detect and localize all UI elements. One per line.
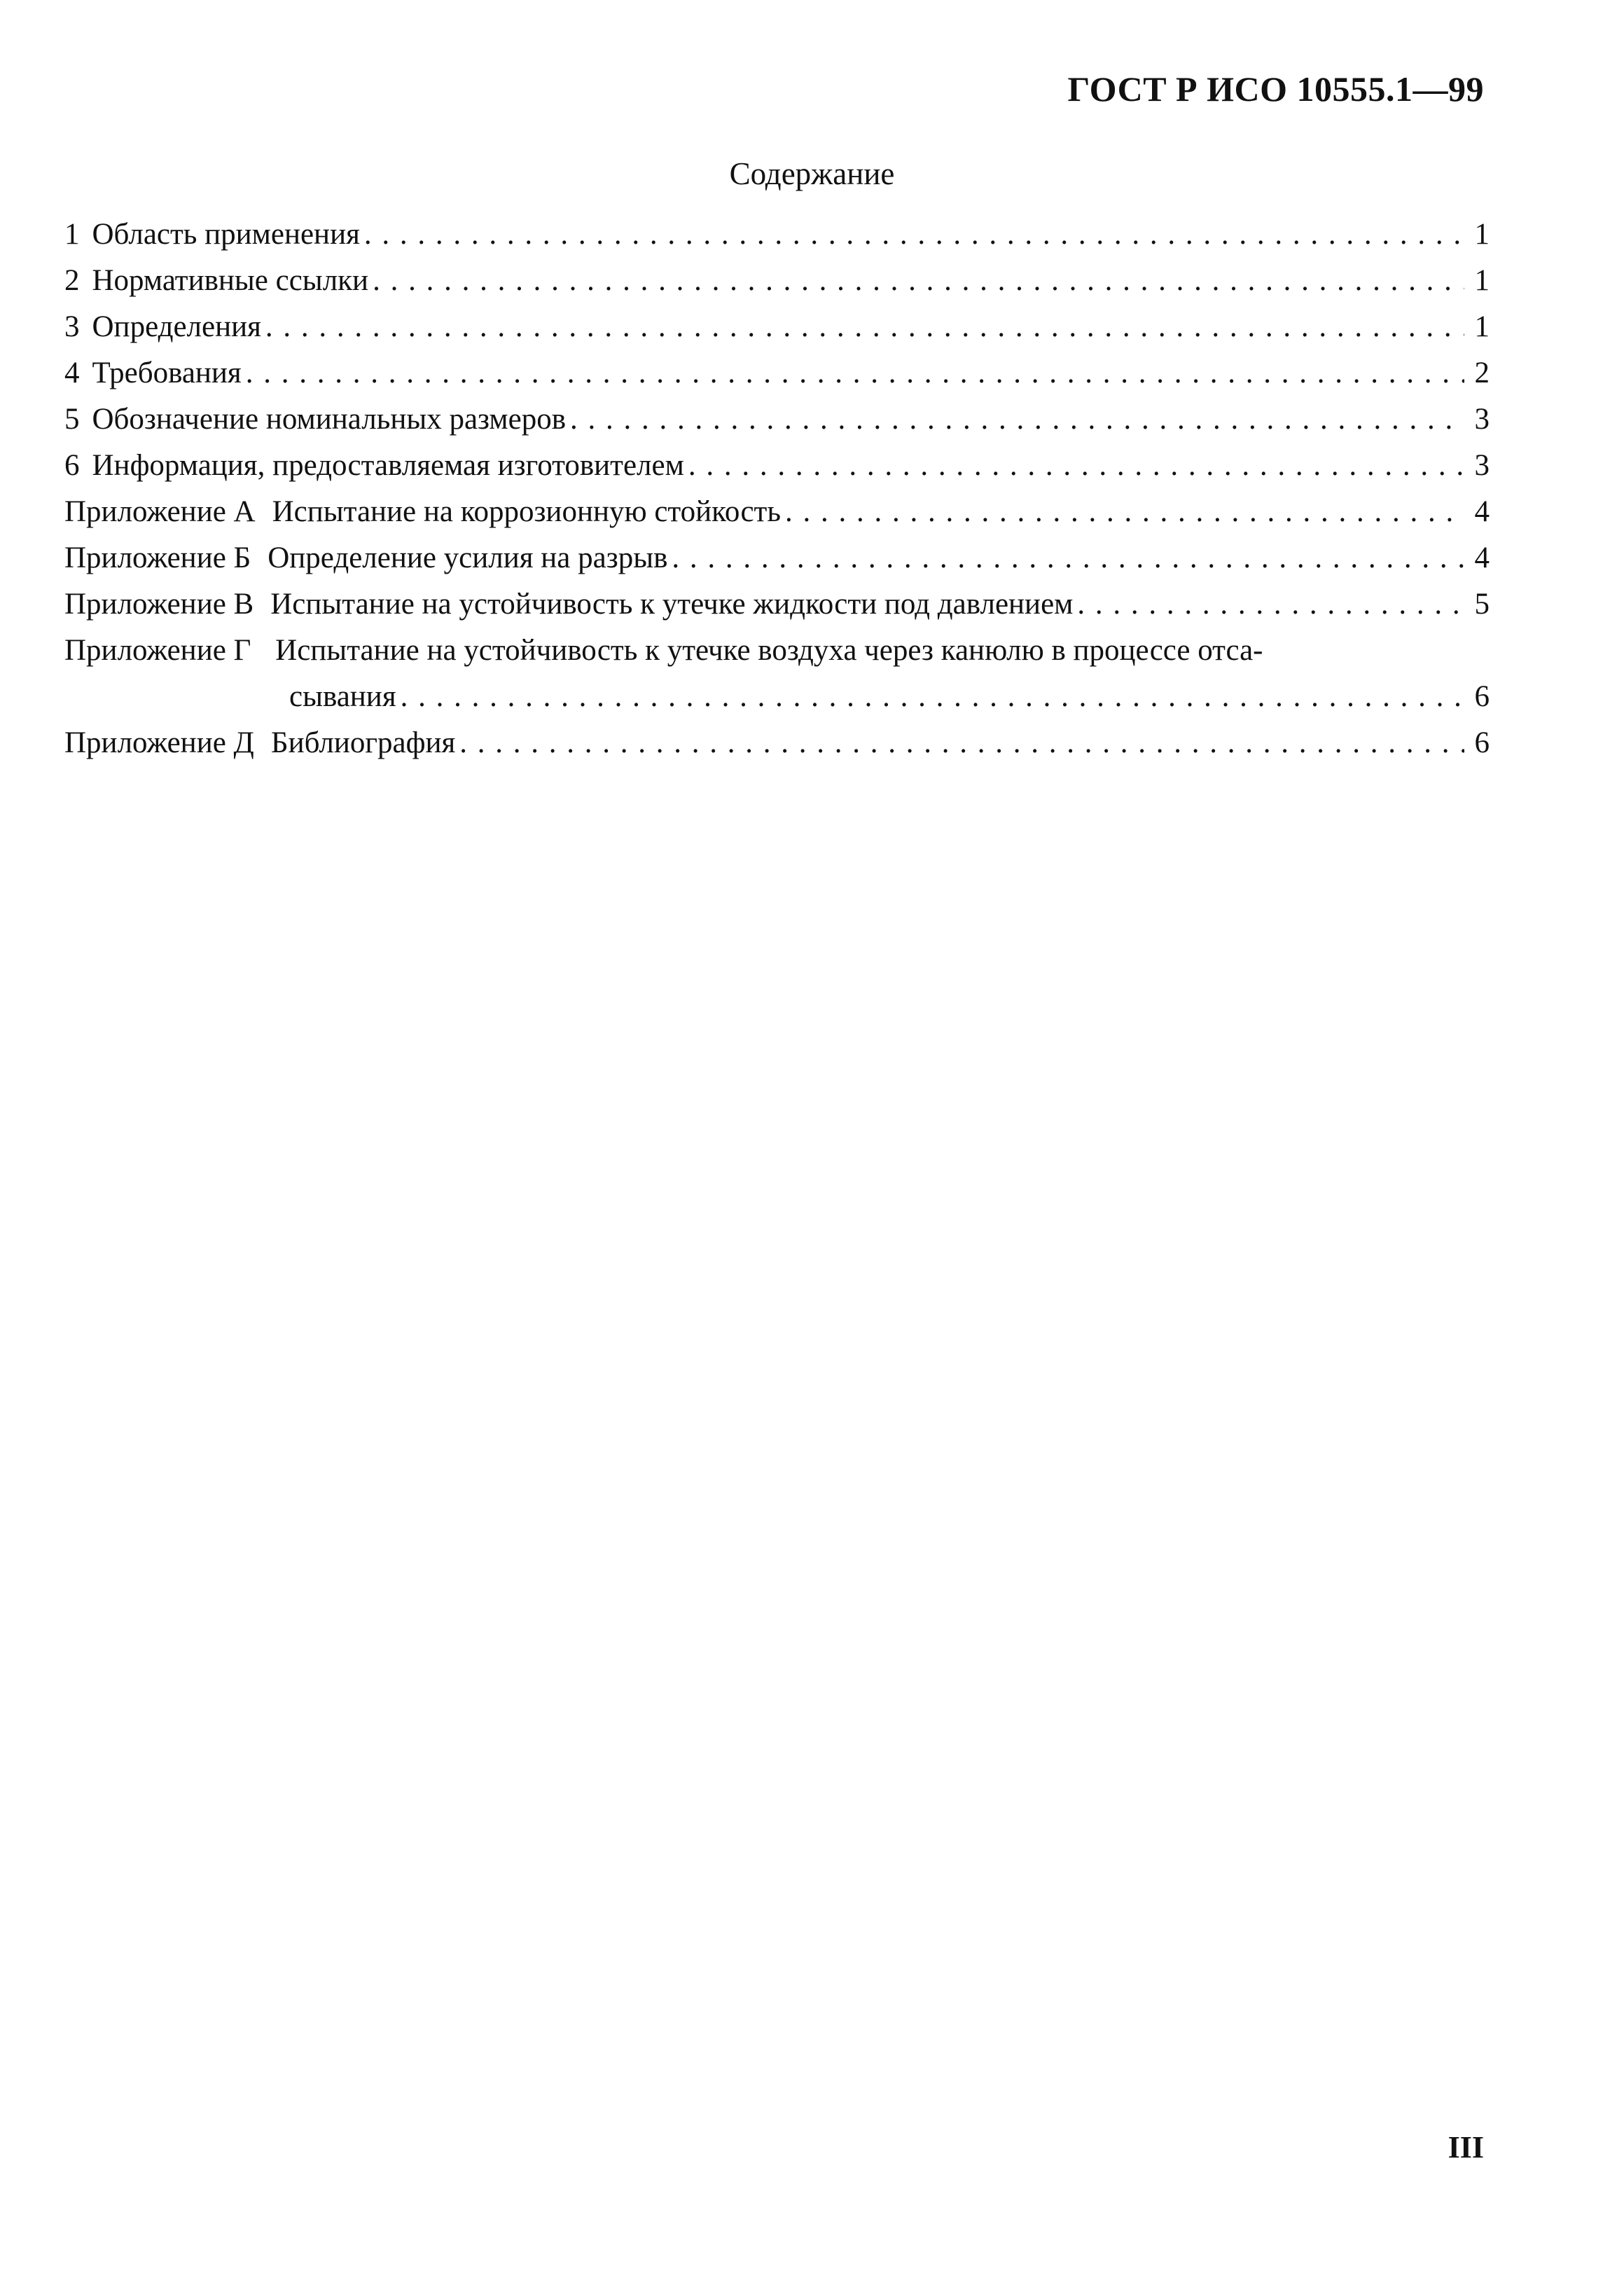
dot-leader <box>246 356 1464 390</box>
toc-entry-title: Нормативные ссылки <box>92 264 369 297</box>
toc-entry-title-line1: Испытание на устойчивость к утечке воздуха через канюлю в процессе отса- <box>275 634 1263 667</box>
dot-leader <box>459 726 1464 760</box>
toc-entry-4[interactable] <box>64 356 1490 402</box>
toc-appendix-g[interactable] <box>64 633 1490 726</box>
toc-entry-page: 6 <box>1474 680 1490 713</box>
dot-leader <box>364 217 1464 251</box>
toc-appendix-b[interactable] <box>64 541 1490 587</box>
toc-entry-title: Испытание на коррозионную стойкость <box>272 495 781 528</box>
toc-entry-title: Обозначение номинальных размеров <box>92 403 567 436</box>
dot-leader <box>401 679 1464 714</box>
toc-entry-page: 1 <box>1474 310 1490 343</box>
toc-entry-number: 6 <box>64 449 80 482</box>
toc-entry-5[interactable] <box>64 402 1490 448</box>
toc-entry-page: 4 <box>1474 541 1490 574</box>
dot-leader <box>570 402 1464 436</box>
toc-appendix-d[interactable] <box>64 726 1490 772</box>
page-number: III <box>1448 2130 1484 2164</box>
table-of-contents <box>64 217 1490 772</box>
toc-entry-2[interactable] <box>64 263 1490 310</box>
toc-entry-title-line2: сывания <box>289 680 396 713</box>
toc-entry-3[interactable] <box>64 310 1490 356</box>
standard-code-header: ГОСТ Р ИСО 10555.1—99 <box>1067 69 1484 109</box>
toc-entry-page: 3 <box>1474 403 1490 436</box>
toc-entry-title: Область применения <box>92 218 360 251</box>
dot-leader <box>265 310 1464 344</box>
appendix-label: Приложение Б <box>64 541 251 574</box>
appendix-label: Приложение Д <box>64 726 254 759</box>
toc-entry-title: Определение усилия на разрыв <box>268 541 668 574</box>
appendix-label: Приложение А <box>64 495 256 528</box>
dot-leader <box>1077 587 1464 621</box>
toc-entry-6[interactable] <box>64 448 1490 495</box>
toc-entry-1[interactable] <box>64 217 1490 263</box>
appendix-label: Приложение Г <box>64 634 251 667</box>
toc-entry-title: Определения <box>92 310 261 343</box>
toc-entry-page: 1 <box>1474 218 1490 251</box>
toc-entry-page: 5 <box>1474 588 1490 621</box>
toc-title: Содержание <box>729 156 895 191</box>
toc-entry-number: 5 <box>64 403 80 436</box>
dot-leader <box>785 495 1464 529</box>
toc-entry-number: 3 <box>64 310 80 343</box>
toc-appendix-a[interactable] <box>64 495 1490 541</box>
toc-entry-page: 6 <box>1474 726 1490 759</box>
toc-entry-title: Библиография <box>270 726 456 759</box>
toc-appendix-v[interactable] <box>64 587 1490 633</box>
dot-leader <box>373 263 1464 298</box>
toc-entry-page: 1 <box>1474 264 1490 297</box>
toc-entry-page: 3 <box>1474 449 1490 482</box>
dot-leader <box>688 448 1464 483</box>
toc-entry-title: Информация, предоставляемая изготовителем <box>92 449 684 482</box>
toc-entry-page: 2 <box>1474 357 1490 389</box>
dot-leader <box>672 541 1464 575</box>
appendix-label: Приложение В <box>64 588 254 621</box>
toc-entry-title: Испытание на устойчивость к утечке жидкости под давлением <box>270 588 1074 621</box>
toc-entry-number: 4 <box>64 357 80 389</box>
toc-entry-title: Требования <box>92 357 242 389</box>
toc-entry-number: 2 <box>64 264 80 297</box>
toc-entry-number: 1 <box>64 218 80 251</box>
toc-entry-page: 4 <box>1474 495 1490 528</box>
